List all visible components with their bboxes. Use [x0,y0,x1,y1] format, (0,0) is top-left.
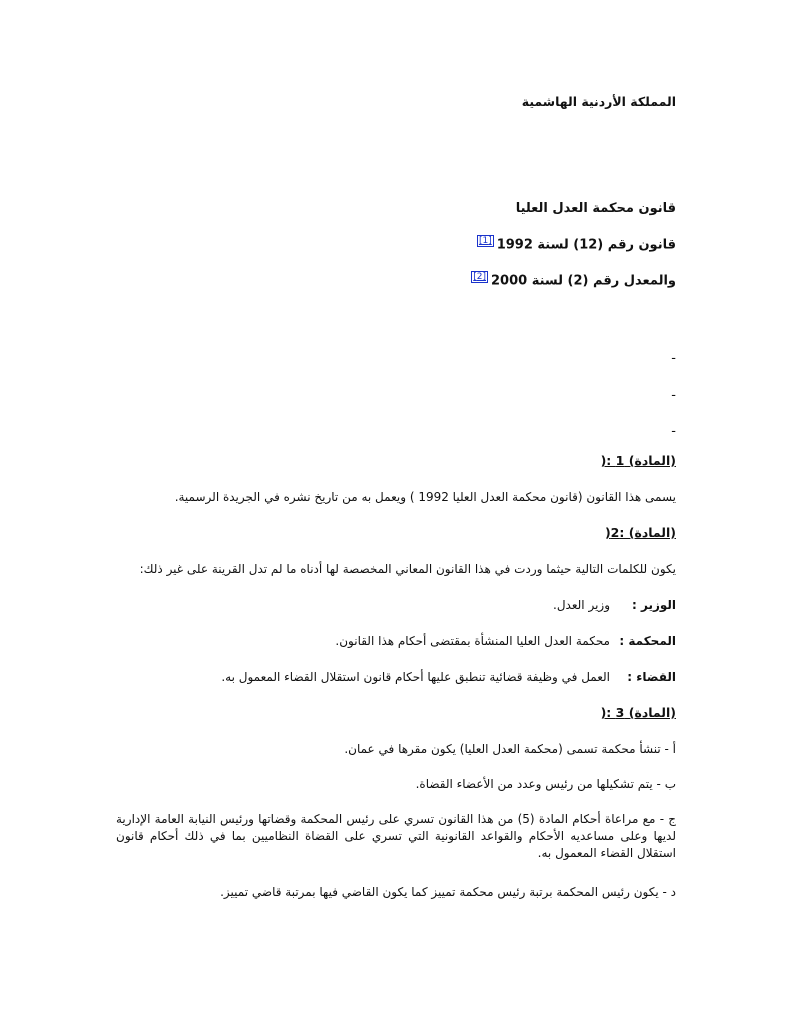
article-3-clause: أ - تنشأ محكمة تسمى (محكمة العدل العليا) يكون مقرها في عمان. [344,742,676,756]
dash-line: - [671,351,676,366]
law-amend-line [468,272,676,289]
article-1-text: يسمى هذا القانون (قانون محكمة العدل العليا 1992 ) ويعمل به من تاريخ نشره في الجريدة الرسمية. [174,490,676,504]
kingdom-header: المملكة الأردنية الهاشمية [521,94,676,109]
article-3-clause: ج - مع مراعاة أحكام المادة (5) من هذا القانون تسري على رئيس المحكمة وقضاتها ورئيس النيابة العامة الإدارية لديها وعلى مساعديه الأحكام والقواعد القانونية التي تسري على القضاة النظاميين بما في ذلك أحكام قانون استقلال القضاء المعمول به. [116,812,676,860]
definition-row [221,669,676,685]
article-3-clause: د - يكون رئيس المحكمة برتبة رئيس محكمة تمييز كما يكون القاضي فيها بمرتبة قاضي تمييز. [220,885,676,899]
article-2-heading: (المادة) :2( [604,525,676,540]
law-title: قانون محكمة العدل العليا [515,201,676,216]
law-number-line [474,236,676,253]
definition-term: المحكمة : [619,634,676,648]
footnote-link-2[interactable]: [2] [473,272,487,282]
definition-row [335,633,676,649]
article-3-clause: ب - يتم تشكيلها من رئيس وعدد من الأعضاء القضاة. [415,777,676,791]
definition-text: العمل في وظيفة قضائية تنطبق عليها أحكام قانون استقلال القضاء المعمول به. [221,670,610,684]
dash-line: - [671,424,676,439]
dash-line: - [671,388,676,403]
footnote-link-1[interactable]: [1] [478,236,492,246]
law-number-text: قانون رقم (12) لسنة 1992 [496,237,676,253]
article-1-heading: (المادة) 1 :( [600,453,676,468]
article-2-intro: يكون للكلمات التالية حيثما وردت في هذا القانون المعاني المخصصة لها أدناه ما لم تدل القرينة على غير ذلك: [139,562,676,576]
definition-text: وزير العدل. [553,598,610,612]
definition-term: الوزير : [632,598,676,612]
definition-term: القضاء : [627,670,676,684]
definition-row [553,597,676,613]
law-amend-text: والمعدل رقم (2) لسنة 2000 [491,273,676,289]
article-3-heading: (المادة) 3 :( [600,705,676,720]
definition-text: محكمة العدل العليا المنشأة بمقتضى أحكام هذا القانون. [335,634,610,648]
